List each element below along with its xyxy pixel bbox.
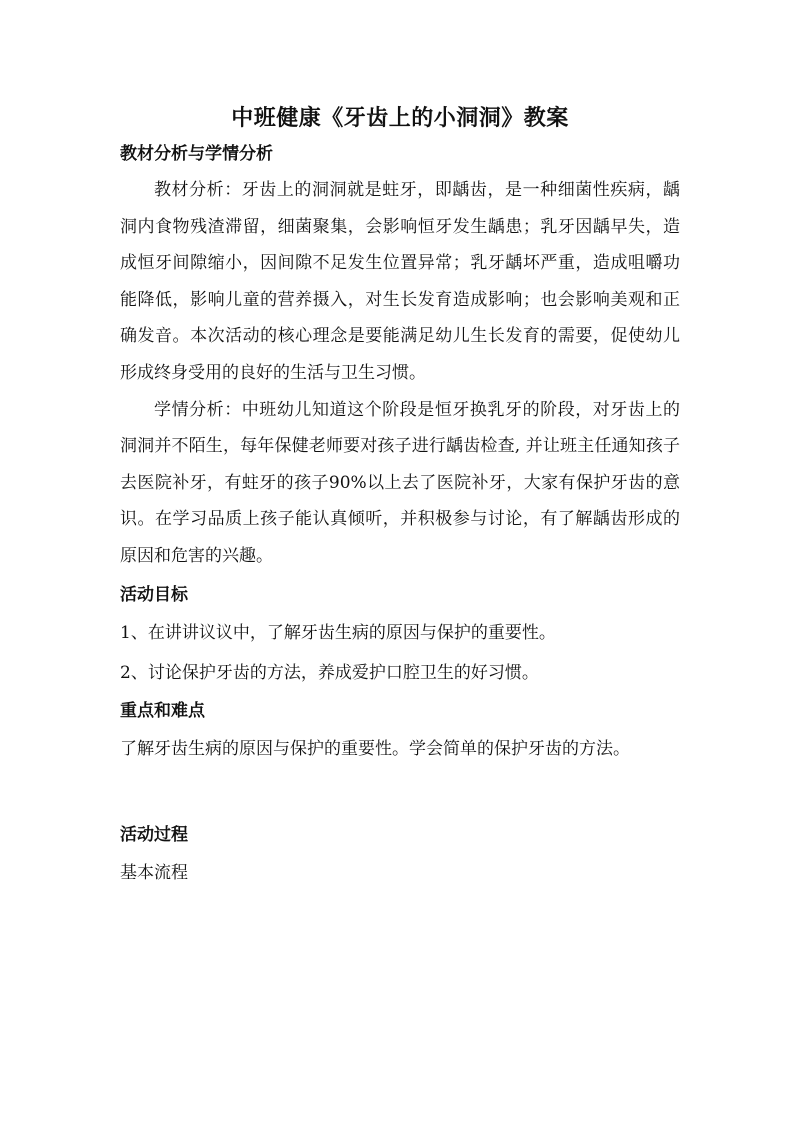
blank-line [120,769,680,817]
document-body [120,100,680,893]
paragraph-material-analysis: 教材分析：牙齿上的洞洞就是蛀牙，即龋齿，是一种细菌性疾病，龋洞内食物残渣滞留，细菌聚集，会影响恒牙发生龋患；乳牙因龋早失，造成恒牙间隙缩小，因间隙不足发生位置异常；乳牙龋坏严重，造成咀嚼功能降低，影响儿童的营养摄入，对生长发育造成影响；也会影响美观和正确发音。本次活动的核心理念是要能满足幼儿生长发育的需要，促使幼儿形成终身受用的良好的生活与卫生习惯。 [120,180,680,383]
document-title: 中班健康《牙齿上的小洞洞》教案 [231,105,569,131]
keypoints-text: 了解牙齿生病的原因与保护的重要性。学会简单的保护牙齿的方法。 [120,738,630,759]
goal-item-2: 2、讨论保护牙齿的方法，养成爱护口腔卫生的好习惯。 [120,662,539,683]
heading-process: 活动过程 [120,824,188,845]
heading-goals: 活动目标 [120,584,188,605]
paragraph-student-analysis: 学情分析：中班幼儿知道这个阶段是恒牙换乳牙的阶段，对牙齿上的洞洞并不陌生，每年保健老师要对孩子进行龋齿检查, 并让班主任通知孩子去医院补牙，有蛀牙的孩子90%以上去了医院补牙，大家有保护牙齿的意识。在学习品质上孩子能认真倾听，并积极参与讨论，有了解龋齿形成的原因和危害的兴趣。 [120,399,680,566]
process-text: 基本流程 [120,862,188,883]
heading-keypoints: 重点和难点 [120,700,205,721]
goal-item-1: 1、在讲讲议议中，了解牙齿生病的原因与保护的重要性。 [120,622,556,643]
heading-analysis: 教材分析与学情分析 [120,144,273,164]
